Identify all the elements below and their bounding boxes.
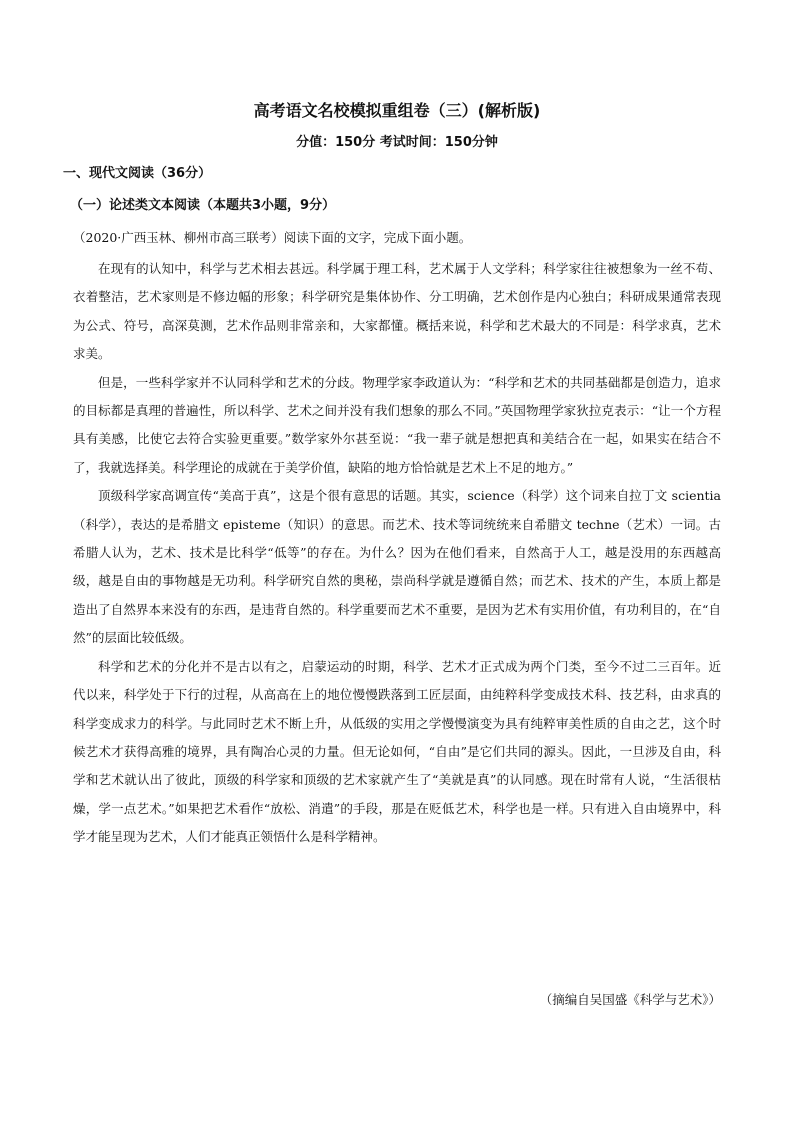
subsection-heading: （一）论述类文本阅读（本题共3小题，9分） (70, 198, 336, 213)
section-heading: 一、现代文阅读（36分） (63, 166, 212, 181)
source-note: （2020·广西玉林、柳州市高三联考）阅读下面的文字，完成下面小题。 (73, 230, 472, 245)
paragraph: 顶级科学家高调宣传“美高于真”，这是个很有意思的话题。其实，science（科学）这个词来自拉丁文 scientia（科学），表达的是希腊文 episteme（知识）的意思。而艺术、技术等词统统来自希腊文 techne（艺术）一词。古希腊人认为，艺术、技术是比科学“低等”的存在。为什么？因为在他们看来，自然高于人工，越是没用的东西越高级，越是自由的事物越是无功利。科学研究自然的奥秘，崇尚科学就是遵循自然；而艺术、技术的产生，本质上都是造出了自然界本来没有的东西，是违背自然的。科学重要而艺术不重要，是因为艺术有实用价值，有功利目的，在“自然”的层面比较低级。 (73, 488, 721, 646)
paragraph: 但是，一些科学家并不认同科学和艺术的分歧。物理学家李政道认为：“科学和艺术的共同基础都是创造力，追求的目标都是真理的普遍性，所以科学、艺术之间并没有我们想象的那么不同。”英国物理学家狄拉克表示：“让一个方程具有美感，比使它去符合实验更重要。”数学家外尔甚至说：“我一辈子就是想把真和美结合在一起，如果实在结合不了，我就选择美。科学理论的成就在于美学价值，缺陷的地方恰恰就是艺术上不足的地方。” (73, 374, 721, 475)
passage-body (73, 255, 721, 852)
document-title: 高考语文名校模拟重组卷（三）(解析版) (253, 101, 541, 120)
citation: （摘编自吴国盛《科学与艺术》） (539, 992, 721, 1007)
exam-info: 分值：150分 考试时间：150分钟 (296, 135, 498, 150)
paragraph: 科学和艺术的分化并不是古以有之，启蒙运动的时期，科学、艺术才正式成为两个门类，至今不过二三百年。近代以来，科学处于下行的过程，从高高在上的地位慢慢跌落到工匠层面，由纯粹科学变成技术科、技艺科，由求真的科学变成求力的科学。与此同时艺术不断上升，从低级的实用之学慢慢演变为具有纯粹审美性质的自由之艺，这个时候艺术才获得高雅的境界，具有陶冶心灵的力量。但无论如何，“自由”是它们共同的源头。因此，一旦涉及自由，科学和艺术就认出了彼此，顶级的科学家和顶级的艺术家就产生了“美就是真”的认同感。现在时常有人说，“生活很枯燥，学一点艺术。”如果把艺术看作“放松、消遣”的手段，那是在贬低艺术，科学也是一样。只有进入自由境界中，科学才能呈现为艺术，人们才能真正领悟什么是科学精神。 (73, 658, 721, 845)
paragraph: 在现有的认知中，科学与艺术相去甚远。科学属于理工科，艺术属于人文学科；科学家往往被想象为一丝不苟、衣着整洁，艺术家则是不修边幅的形象；科学研究是集体协作、分工明确，艺术创作是内心独白；科研成果通常表现为公式、符号，高深莫测，艺术作品则非常亲和，大家都懂。概括来说，科学和艺术最大的不同是：科学求真，艺术求美。 (73, 261, 721, 362)
